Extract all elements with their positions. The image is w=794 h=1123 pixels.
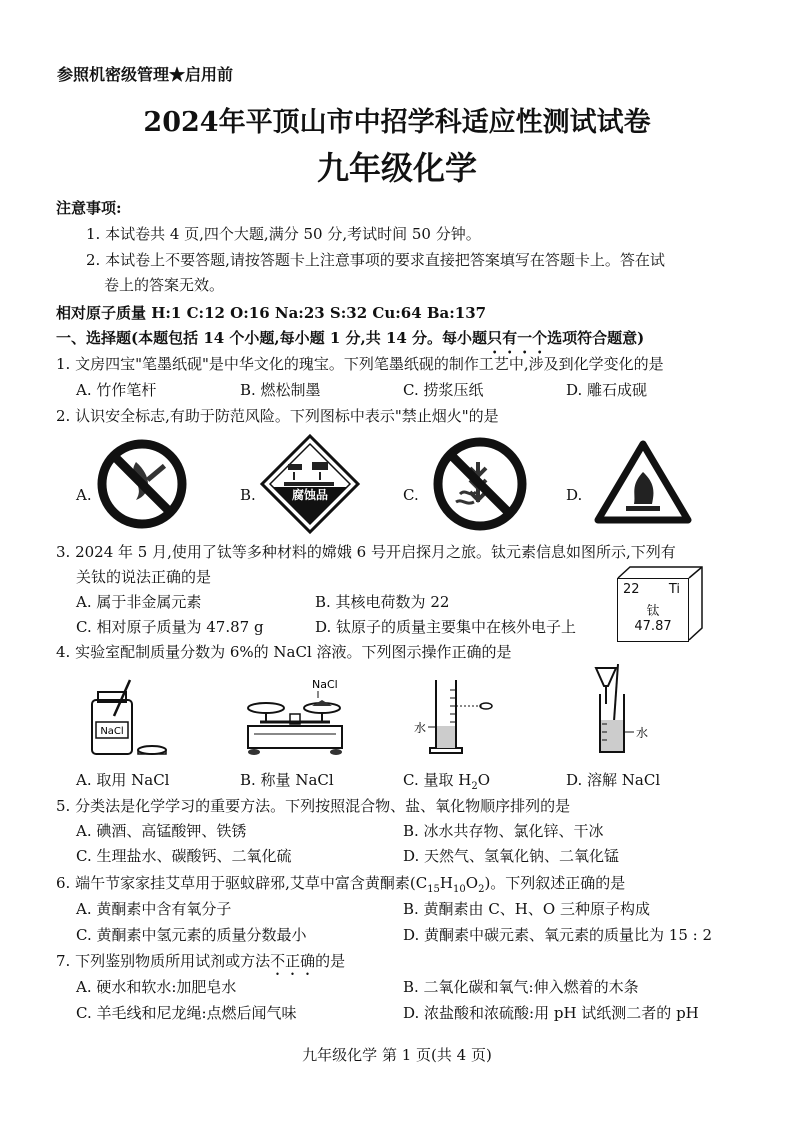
q6-stem: 6. 端午节家家挂艾草用于驱蚊辟邪,艾草中富含黄酮素$(C_{15}H_{10}O_2)$。下列叙述正确的是 bbox=[56, 874, 626, 895]
atomic-mass-line: 相对原子质量 H:1 C:12 O:16 Na:23 S:32 Cu:64 Ba:137 bbox=[56, 304, 487, 322]
nacl-top-label: NaCl bbox=[312, 678, 338, 691]
q1-option-b: B. 燃松制墨 bbox=[240, 381, 321, 399]
q1-option-a: A. 竹作笔杆 bbox=[76, 381, 157, 399]
q2-option-c: C. bbox=[403, 486, 419, 504]
balance-scale-icon bbox=[240, 676, 350, 758]
beaker-dissolving-icon bbox=[582, 664, 672, 758]
q7-stem: 7. 下列鉴别物质所用试剂或方法不正确的是 bbox=[56, 952, 346, 970]
q5-option-a: A. 碘酒、高锰酸钾、铁锈 bbox=[76, 822, 247, 840]
q5-option-d: D. 天然气、氢氧化钠、二氧化锰 bbox=[403, 847, 620, 865]
q6-option-a: A. 黄酮素中含有氧分子 bbox=[76, 900, 232, 918]
element-mass: 47.87 bbox=[634, 619, 672, 634]
q4-option-d: D. 溶解 NaCl bbox=[566, 771, 661, 789]
q7-option-a: A. 硬水和软水:加肥皂水 bbox=[76, 978, 237, 996]
q2-option-a: A. bbox=[76, 486, 92, 504]
exam-subtitle: 九年级化学 bbox=[316, 149, 477, 187]
q5-stem: 5. 分类法是化学学习的重要方法。下列按照混合物、盐、氧化物顺序排列的是 bbox=[56, 797, 571, 815]
q5-option-b: B. 冰水共存物、氯化锌、干冰 bbox=[403, 822, 604, 840]
no-fire-sign-icon bbox=[96, 438, 188, 530]
q5-option-c: C. 生理盐水、碳酸钙、二氧化硫 bbox=[76, 847, 292, 865]
q3-option-b: B. 其核电荷数为 22 bbox=[315, 593, 450, 611]
q3-option-d: D. 钛原子的质量主要集中在核外电子上 bbox=[315, 618, 577, 636]
q3-stem-line1: 3. 2024 年 5 月,使用了钛等多种材料的嫦娥 6 号开启探月之旅。钛元素信息如图所示,下列有 bbox=[56, 543, 676, 561]
q1-option-c: C. 捞浆压纸 bbox=[403, 381, 484, 399]
notice-item-2a: 2. 本试卷上不要答题,请按答题卡上注意事项的要求直接把答案填写在答题卡上。答在试 bbox=[86, 251, 665, 269]
q3-option-c: C. 相对原子质量为 47.87 g bbox=[76, 618, 264, 636]
element-symbol: Ti bbox=[668, 582, 680, 597]
q6-option-c: C. 黄酮素中氢元素的质量分数最小 bbox=[76, 926, 307, 944]
element-atomic-number: 22 bbox=[623, 582, 640, 597]
flammable-warning-sign-icon bbox=[594, 438, 692, 526]
q4-option-a: A. 取用 NaCl bbox=[76, 771, 170, 789]
no-burning-sign-icon bbox=[432, 436, 528, 532]
q7-option-b: B. 二氧化碳和氧气:伸入燃着的木条 bbox=[403, 978, 639, 996]
q3-stem-line2: 关钛的说法正确的是 bbox=[76, 568, 212, 586]
element-info-box bbox=[617, 578, 689, 642]
notice-item-1: 1. 本试卷共 4 页,四个大题,满分 50 分,考试时间 50 分钟。 bbox=[86, 225, 481, 243]
notice-heading: 注意事项: bbox=[56, 199, 122, 217]
q6-option-b: B. 黄酮素由 C、H、O 三种原子构成 bbox=[403, 900, 650, 918]
q1-stem: 1. 文房四宝"笔墨纸砚"是中华文化的瑰宝。下列笔墨纸砚的制作工艺中,涉及到化学变化的是 bbox=[56, 355, 664, 373]
notice-item-2b: 卷上的答案无效。 bbox=[104, 276, 225, 294]
section-heading: 一、选择题(本题包括 14 个小题,每小题 1 分,共 14 分。每小题只有一个选项符合题意) bbox=[56, 329, 645, 347]
secrecy-label: 参照机密级管理★启用前 bbox=[57, 65, 234, 84]
q2-stem: 2. 认识安全标志,有助于防范风险。下列图标中表示"禁止烟火"的是 bbox=[56, 407, 499, 425]
water-label-d: 水 bbox=[636, 726, 649, 740]
corrosive-sign-icon bbox=[258, 432, 362, 536]
q2-option-b: B. bbox=[240, 486, 256, 504]
element-name: 钛 bbox=[646, 604, 660, 619]
graduated-cylinder-reading-icon bbox=[410, 676, 510, 758]
q1-option-d: D. 雕石成砚 bbox=[566, 381, 648, 399]
q7-option-c: C. 羊毛线和尼龙绳:点燃后闻气味 bbox=[76, 1004, 297, 1022]
q4-stem: 4. 实验室配制质量分数为 6%的 NaCl 溶液。下列图示操作正确的是 bbox=[56, 643, 512, 661]
q4-option-b: B. 称量 NaCl bbox=[240, 771, 334, 789]
q6-option-d: D. 黄酮素中碳元素、氧元素的质量比为 15 : 2 bbox=[403, 926, 713, 944]
reagent-bottle-icon bbox=[80, 676, 170, 758]
corrosive-sign-label: 腐蚀品 bbox=[291, 488, 329, 502]
nacl-bottle-label: NaCl bbox=[100, 726, 124, 737]
water-label-c: 水 bbox=[414, 721, 427, 735]
q2-option-d: D. bbox=[566, 486, 583, 504]
q3-option-a: A. 属于非金属元素 bbox=[76, 593, 202, 611]
q4-option-c: C. 量取 $H_2O$ bbox=[403, 771, 491, 792]
exam-title: 2024年平顶山市中招学科适应性测试试卷 bbox=[143, 107, 651, 138]
page-footer: 九年级化学 第 1 页(共 4 页) bbox=[302, 1046, 492, 1064]
q7-option-d: D. 浓盐酸和浓硫酸:用 pH 试纸测二者的 pH bbox=[403, 1004, 699, 1022]
